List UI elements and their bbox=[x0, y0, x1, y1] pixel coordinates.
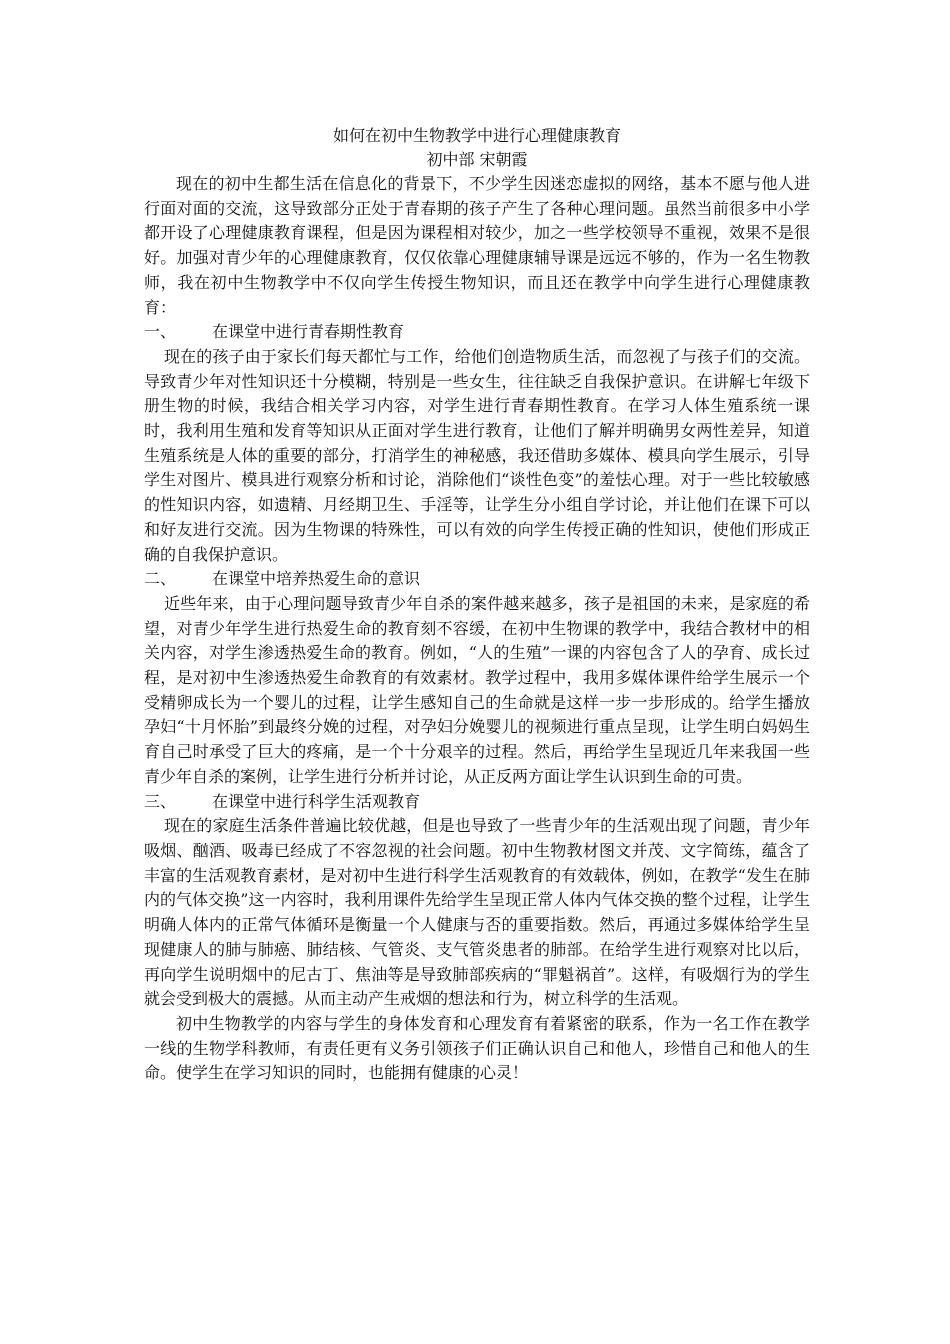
document-title: 如何在初中生物教学中进行心理健康教育 bbox=[332, 126, 621, 145]
section-heading-text: 在课堂中进行科学生活观教育 bbox=[212, 791, 421, 811]
section-body-1: 现在的孩子由于家长们每天都忙与工作，给他们创造物质生活，而忽视了与孩子们的交流。导致青少年对性知识还十分模糊，特别是一些女生，往往缺乏自我保护意识。在讲解七年级下册生物的时候，我结合相关学习内容，对学生进行青春期性教育。在学习人体生殖系统一课时，我利用生殖和发育等知识从正面对学生进行教育，让他们了解并明确男女两性差异，知道生殖系统是人体的重要的部分，打消学生的神秘感，我还借助多媒体、模具向学生展示，引导学生对图片、模具进行观察分析和讨论，消除他们“谈性色变”的羞怯心理。对于一些比较敏感的性知识内容，如遗精、月经期卫生、手淫等，让学生分小组自学讨论，并让他们在课下可以和好友进行交流。因为生物课的特殊性，可以有效的向学生传授正确的性知识，使他们形成正确的自我保护意识。 bbox=[144, 346, 810, 564]
conclusion-paragraph: 初中生物教学的内容与学生的身体发育和心理发育有着紧密的联系，作为一名工作在教学一线的生物学科教师，有责任更有义务引领孩子们正确认识自己和他人，珍惜自己和他人的生命。使学生在学习知识的同时，也能拥有健康的心灵！ bbox=[144, 1013, 810, 1083]
section-body-2: 近些年来，由于心理问题导致青少年自杀的案件越来越多，孩子是祖国的未来，是家庭的希望，对青少年学生进行热爱生命的教育刻不容缓，在初中生物课的教学中，我结合教材中的相关内容，对学生渗透热爱生命的教育。例如，“人的生殖”一课的内容包含了人的孕育、成长过程，是对初中生渗透热爱生命教育的有效素材。教学过程中，我用多媒体课件给学生展示一个受精卵成长为一个婴儿的过程，让学生感知自己的生命就是这样一步一步形成的。给学生播放孕妇“十月怀胎”到最终分娩的过程，对孕妇分娩婴儿的视频进行重点呈现，让学生明白妈妈生育自己时承受了巨大的疼痛，是一个十分艰辛的过程。然后，再给学生呈现近几年来我国一些青少年自杀的案例，让学生进行分析并讨论，从正反两方面让学生认识到生命的可贵。 bbox=[144, 593, 810, 786]
section-number: 二、 bbox=[144, 569, 177, 589]
section-heading-1 bbox=[144, 320, 810, 345]
section-heading-text: 在课堂中培养热爱生命的意识 bbox=[212, 569, 421, 589]
document-page bbox=[144, 124, 810, 1086]
section-number: 三、 bbox=[144, 791, 177, 811]
document-author: 初中部 宋朝霞 bbox=[426, 150, 528, 169]
section-heading-3 bbox=[144, 790, 810, 815]
section-body-3: 现在的家庭生活条件普遍比较优越，但是也导致了一些青少年的生活观出现了问题，青少年吸烟、酗酒、吸毒已经成了不容忽视的社会问题。初中生物教材图文并茂、文字简练，蕴含了丰富的生活观教育素材，是对初中生进行科学生活观教育的有效载体，例如，在教学“发生在肺内的气体交换”这一内容时，我利用课件先给学生呈现正常人体内气体交换的整个过程，让学生明确人体内的正常气体循环是衡量一个人健康与否的重要指数。然后，再通过多媒体给学生呈现健康人的肺与肺癌、肺结核、气管炎、支气管炎患者的肺部。在给学生进行观察对比以后，再向学生说明烟中的尼古丁、焦油等是导致肺部疾病的“罪魁祸首”。这样，有吸烟行为的学生就会受到极大的震撼。从而主动产生戒烟的想法和行为，树立科学的生活观。 bbox=[144, 816, 810, 1009]
section-number: 一、 bbox=[144, 322, 177, 342]
section-heading-text: 在课堂中进行青春期性教育 bbox=[212, 322, 405, 342]
intro-paragraph: 现在的初中生都生活在信息化的背景下，不少学生因迷恋虚拟的网络，基本不愿与他人进行面对面的交流，这导致部分正处于青春期的孩子产生了各种心理问题。虽然当前很多中小学都开设了心理健康教育课程，但是因为课程相对较少，加之一些学校领导不重视，效果不是很好。加强对青少年的心理健康教育，仅仅依靠心理健康辅导课是远远不够的，作为一名生物教师，我在初中生物教学中不仅向学生传授生物知识，而且还在教学中向学生进行心理健康教育： bbox=[144, 174, 810, 317]
section-heading-2 bbox=[144, 567, 810, 592]
